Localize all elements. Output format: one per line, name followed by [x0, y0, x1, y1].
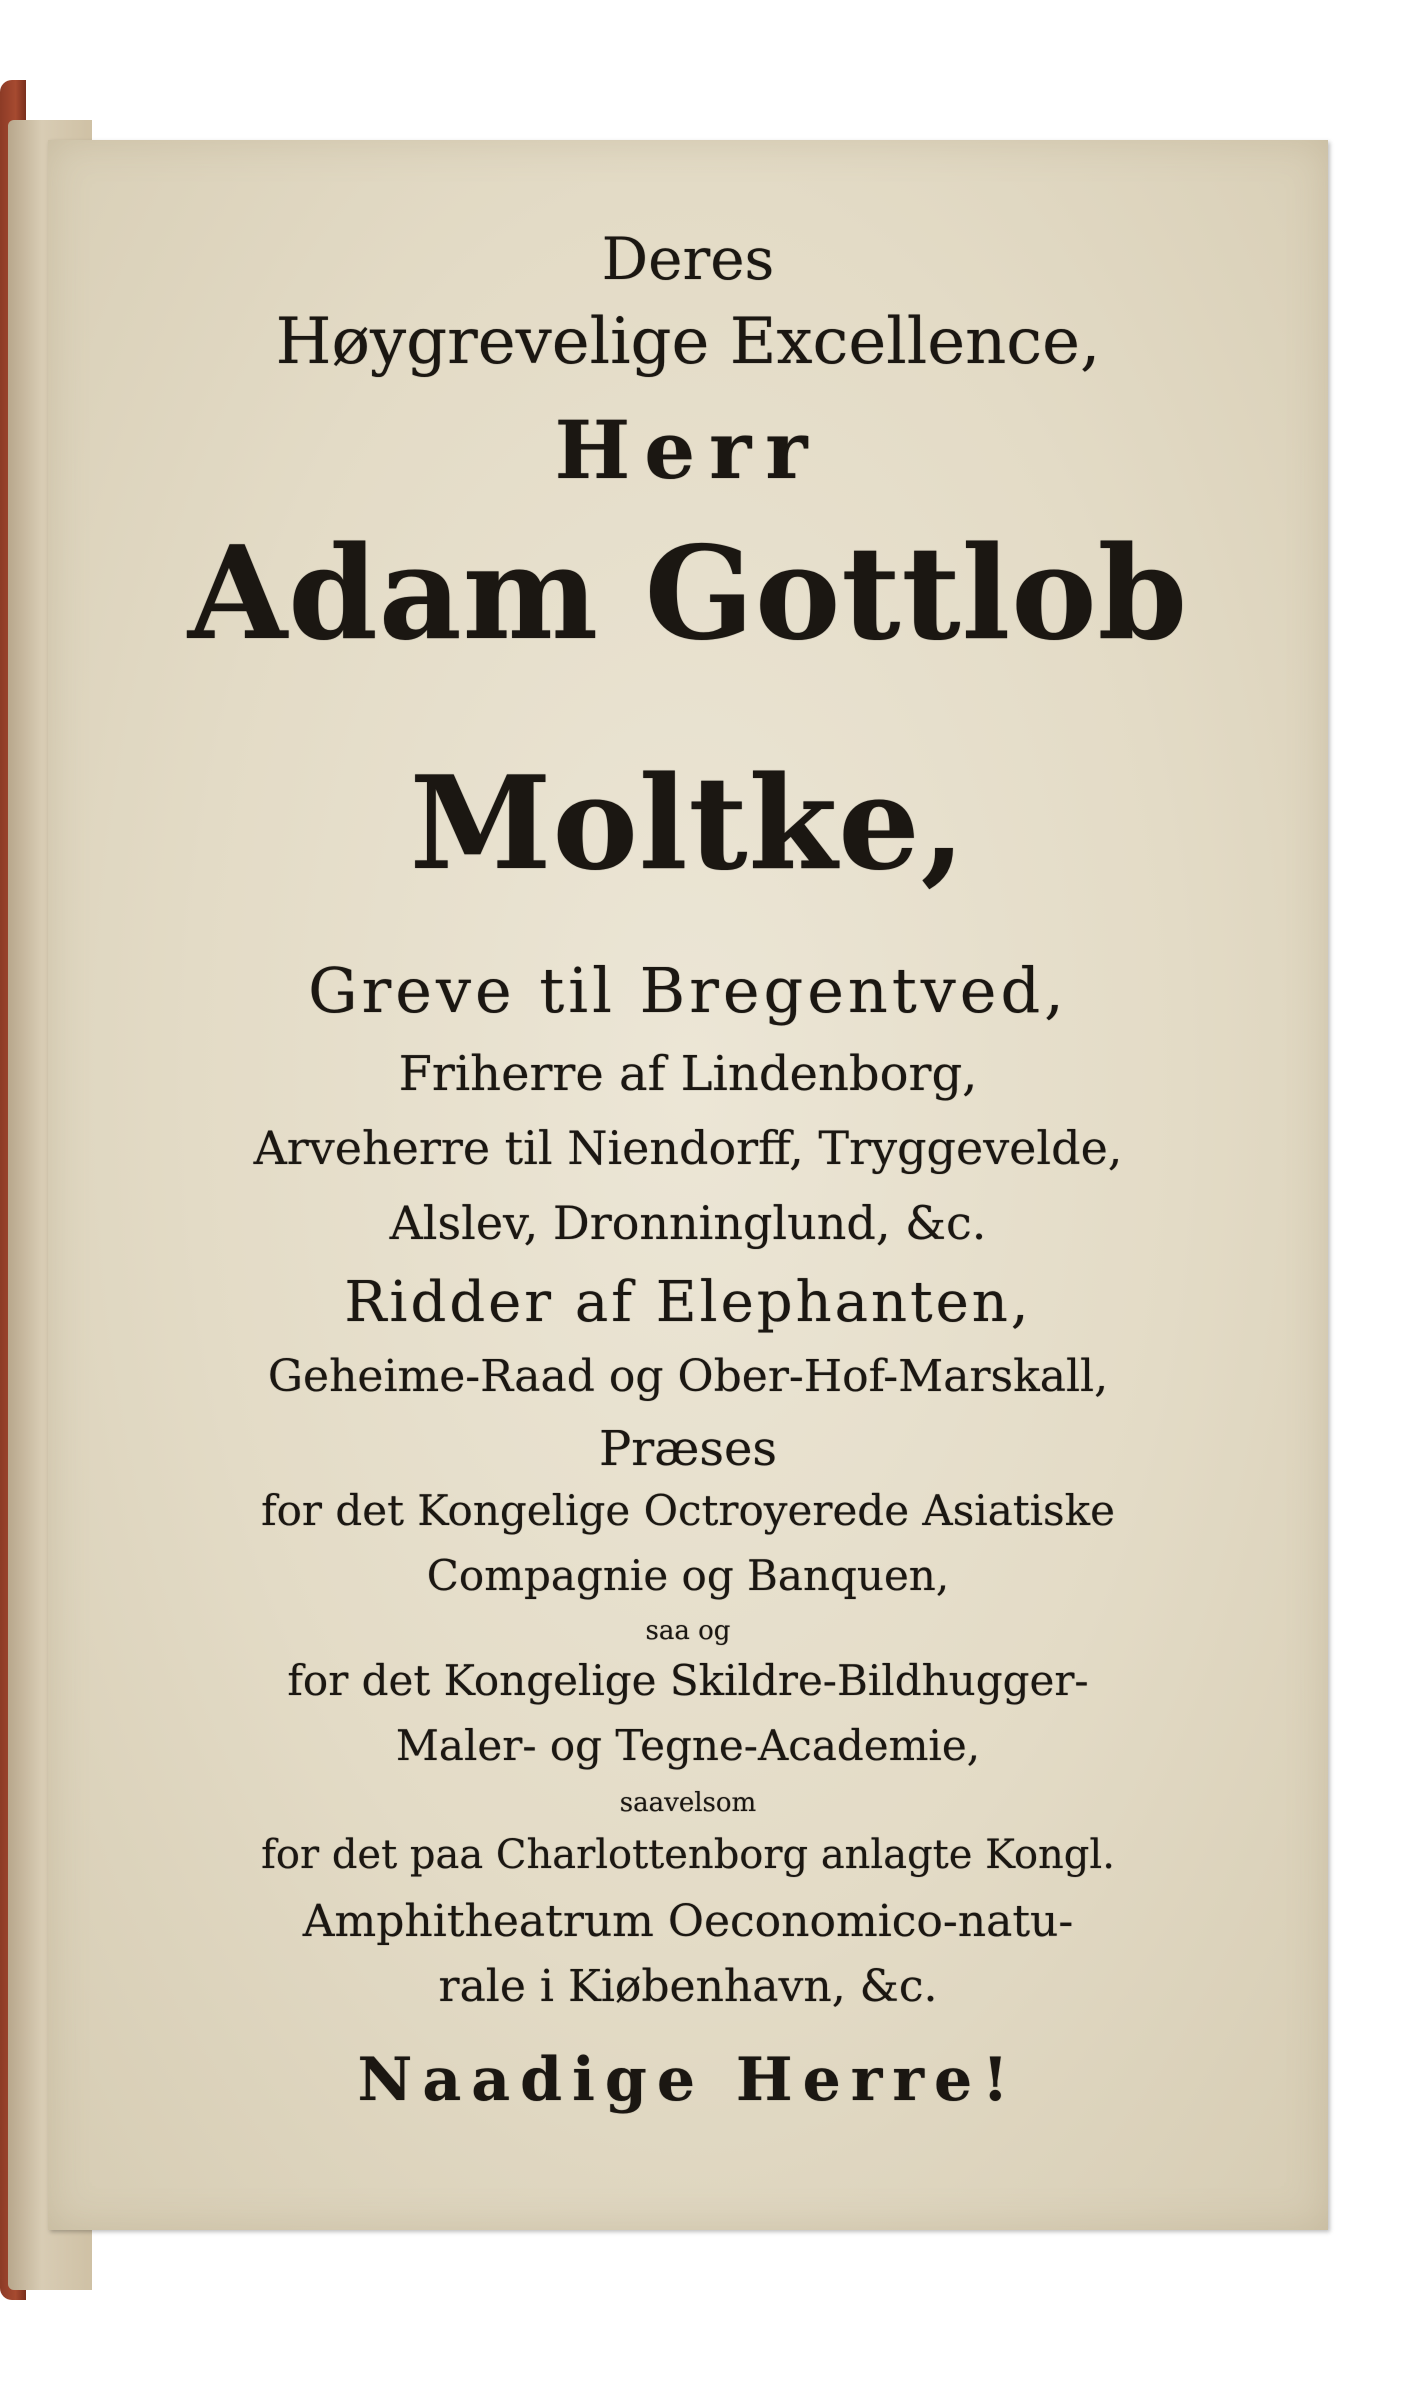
line-academie-1: for det Kongelige Skildre-Bildhugger-	[287, 1656, 1089, 1705]
line-academie-2: Maler- og Tegne-Academie,	[395, 1721, 981, 1770]
title-page-text	[48, 140, 1328, 2230]
line-kiobenhavn: rale i Kiøbenhavn, &c.	[438, 1961, 938, 2012]
line-geheime-raad: Geheime-Raad og Ober-Hof-Marskall,	[267, 1351, 1109, 1402]
line-greve: Greve til Bregentved,	[308, 954, 1068, 1027]
line-compagnie: Compagnie og Banquen,	[426, 1551, 950, 1600]
line-charlottenborg: for det paa Charlottenborg anlagte Kongl.	[261, 1832, 1115, 1878]
title-page	[48, 140, 1328, 2230]
line-saavelsom: saavelsom	[619, 1788, 757, 1818]
line-moltke: Moltke,	[409, 749, 967, 899]
line-ridder: Ridder af Elephanten,	[344, 1270, 1032, 1335]
line-herr: Herr	[554, 403, 822, 497]
line-friherre: Friherre af Lindenborg,	[398, 1046, 978, 1102]
line-alslev: Alslev, Dronninglund, &c.	[389, 1196, 987, 1250]
line-naadige-herre: Naadige Herre!	[357, 2045, 1019, 2115]
line-excellence: Høygrevelige Excellence,	[275, 305, 1101, 379]
line-praeses: Præses	[598, 1421, 778, 1477]
line-adam-gottlob: Adam Gottlob	[187, 519, 1189, 669]
line-saa-og: saa og	[645, 1616, 731, 1646]
line-amphitheatrum: Amphitheatrum Oeconomico-natu-	[302, 1896, 1074, 1947]
line-deres: Deres	[601, 225, 775, 293]
line-asiatiske: for det Kongelige Octroyerede Asiatiske	[261, 1486, 1115, 1535]
line-arveherre: Arveherre til Niendorff, Tryggevelde,	[253, 1121, 1123, 1175]
